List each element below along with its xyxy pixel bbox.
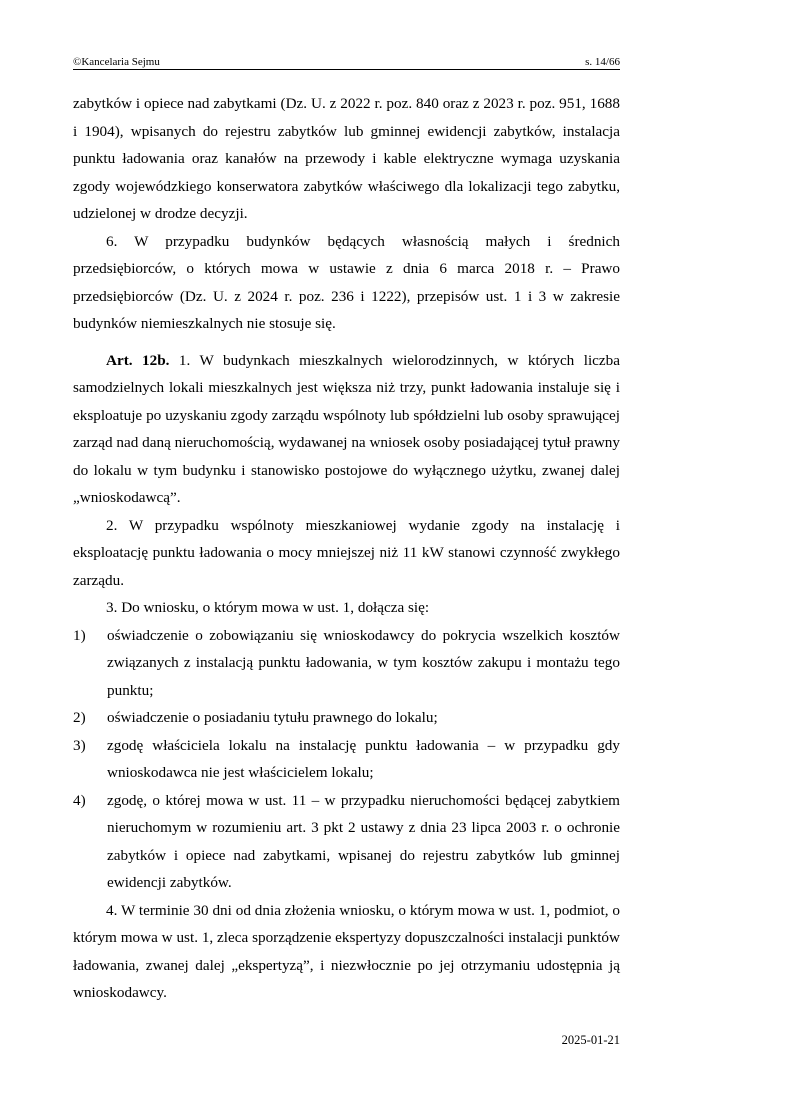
- list-item: [73, 732, 620, 787]
- document-body: [73, 90, 620, 1007]
- footer-date: 2025-01-21: [561, 1033, 620, 1047]
- list-item-number: 2): [73, 709, 86, 726]
- paragraph-ust-2: 2. W przypadku wspólnoty mieszkaniowej wydanie zgody na instalację i eksploatację punktu ładowania o mocy mniejszej niż 11 kW stanowi czynność zwykłego zarządu.: [73, 516, 620, 589]
- paragraph-ust-4: 4. W terminie 30 dni od dnia złożenia wniosku, o którym mowa w ust. 1, podmiot, o którym mowa w ust. 1, zleca sporządzenie ekspertyzy dopuszczalności instalacji punktów ładowania, zwanej dalej „ekspertyzą”, i niezwłocznie po jej otrzymaniu udostępnia ją wnioskodawcy.: [73, 901, 620, 1001]
- page-header: [73, 56, 620, 70]
- list-item-text: zgodę właściciela lokalu na instalację punktu ładowania – w przypadku gdy wnioskodawca nie jest właścicielem lokalu;: [107, 736, 620, 781]
- list-item-text: oświadczenie o posiadaniu tytułu prawnego do lokalu;: [107, 709, 438, 726]
- list-item-number: 3): [73, 736, 86, 754]
- list-item: [73, 622, 620, 705]
- list-item-number: 4): [73, 791, 86, 809]
- article-text: 1. W budynkach mieszkalnych wielorodzinnych, w których liczba samodzielnych lokali mieszkalnych jest większa niż trzy, punkt ładowania instaluje się i eksploatuje po uzyskaniu zgody zarządu wspólnoty lub spółdzielni lub osoby sprawującej zarząd nad daną nieruchomością, wydawanej na wniosek osoby posiadającej tytuł prawny do lokalu w tym budynku i stanowisko postojowe do wyłącznego użytku, zwanej dalej „wnioskodawcą”.: [73, 351, 620, 506]
- article-heading: Art. 12b.: [106, 351, 170, 369]
- page-number: s. 14/66: [585, 56, 620, 68]
- list-item-text: zgodę, o której mowa w ust. 11 – w przypadku nieruchomości będącej zabytkiem nieruchomym w rozumieniu art. 3 pkt 2 ustawy z dnia 23 lipca 2003 r. o ochronie zabytków i opiece nad zabytkami, wpisanej do rejestru zabytków lub gminnej ewidencji zabytków.: [107, 791, 620, 891]
- publisher-label: ©Kancelaria Sejmu: [73, 56, 160, 68]
- list-item: [73, 787, 620, 897]
- list-item-text: oświadczenie o zobowiązaniu się wnioskodawcy do pokrycia wszelkich kosztów związanych z instalacją punktu ładowania, w tym kosztów zakupu i montażu tego punktu;: [107, 626, 620, 699]
- paragraph-ust-6: 6. W przypadku budynków będących własnością małych i średnich przedsiębiorców, o których mowa w ustawie z dnia 6 marca 2018 r. – Prawo przedsiębiorców (Dz. U. z 2024 r. poz. 236 i 1222), przepisów ust. 1 i 3 w zakresie budynków niemieszkalnych nie stosuje się.: [73, 232, 620, 332]
- paragraph-ust-3: 3. Do wniosku, o którym mowa w ust. 1, dołącza się:: [106, 599, 430, 616]
- list-item: [73, 704, 620, 732]
- paragraph-continuation: zabytków i opiece nad zabytkami (Dz. U. z 2022 r. poz. 840 oraz z 2023 r. poz. 951, 1688 i 1904), wpisanych do rejestru zabytków lub gminnej ewidencji zabytków, instalacja punktu ładowania oraz kanałów na przewody i kable elektryczne wymaga uzyskania zgody wojewódzkiego konserwatora zabytków właściwego dla lokalizacji tego zabytku, udzielonej w drodze decyzji.: [73, 95, 620, 222]
- article-12b-ust-1: [73, 347, 620, 512]
- list-item-number: 1): [73, 626, 86, 644]
